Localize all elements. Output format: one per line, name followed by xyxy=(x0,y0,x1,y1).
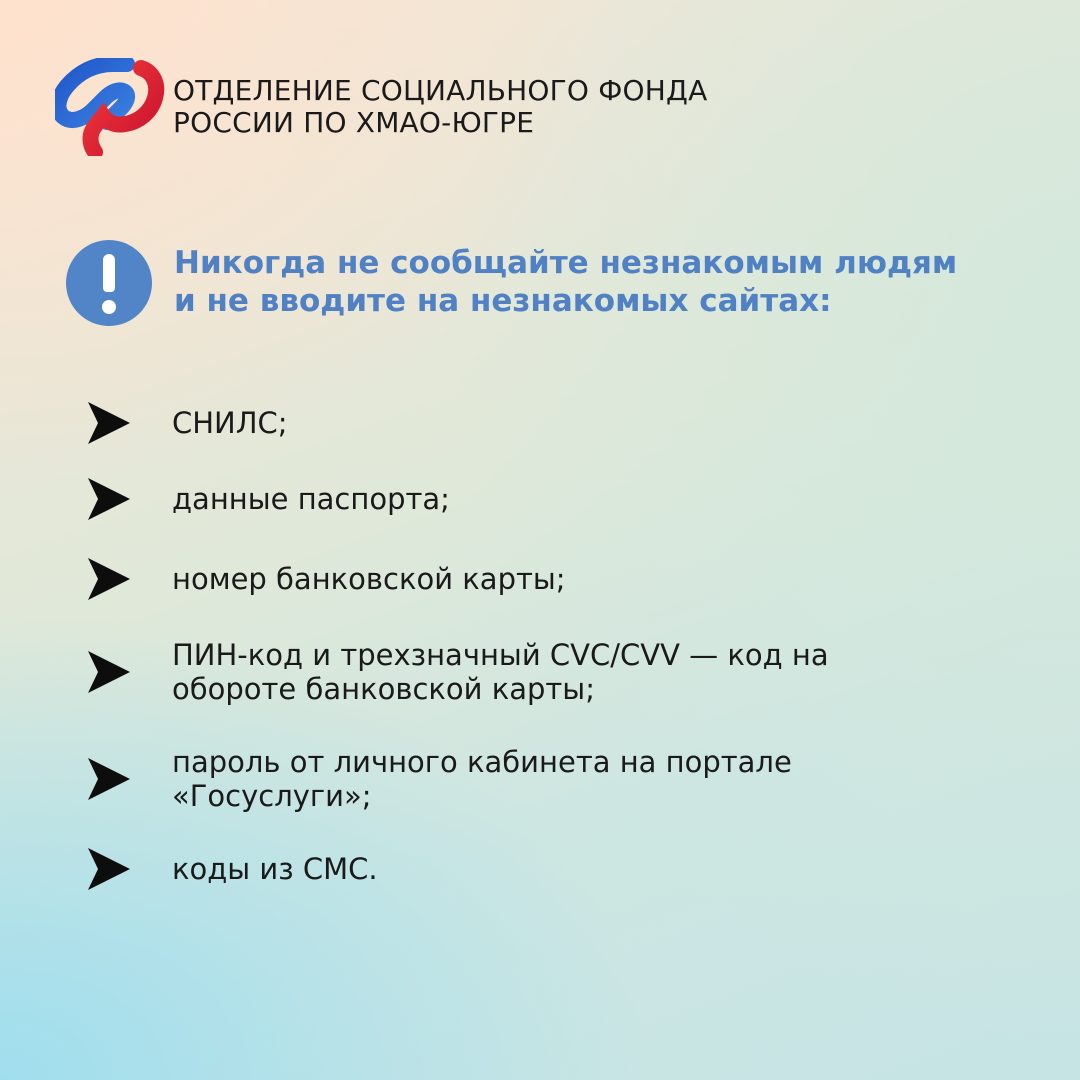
org-name-line1: ОТДЕЛЕНИЕ СОЦИАЛЬНОГО ФОНДА xyxy=(173,74,708,107)
warning-title-line2: и не вводите на незнакомых сайтах: xyxy=(174,283,832,319)
arrow-bullet-icon xyxy=(86,846,132,892)
list-item xyxy=(86,556,566,602)
arrow-bullet-icon xyxy=(86,649,132,695)
org-name-line2: РОССИИ ПО ХМАО-ЮГРЕ xyxy=(173,106,535,139)
arrow-bullet-icon xyxy=(86,756,132,802)
list-item-text xyxy=(172,482,450,516)
list-item-text xyxy=(172,562,566,596)
list-item-text xyxy=(172,852,378,886)
list-item-line1: СНИЛС; xyxy=(172,406,288,440)
list-item xyxy=(86,846,378,892)
warning-title-line1: Никогда не сообщайте незнакомым людям xyxy=(174,245,958,281)
list-item xyxy=(86,745,792,813)
list-item-line1: данные паспорта; xyxy=(172,482,450,516)
list-item-text xyxy=(172,406,288,440)
list-item-line1: ПИН-код и трехзначный CVC/CVV — код на xyxy=(172,638,829,672)
list-item-text xyxy=(172,745,792,813)
list-item-text xyxy=(172,638,829,706)
list-item xyxy=(86,476,450,522)
list-item-line1: пароль от личного кабинета на портале xyxy=(172,745,792,779)
list-item-line1: коды из СМС. xyxy=(172,852,378,886)
list-item-line2: обороте банковской карты; xyxy=(172,672,595,706)
arrow-bullet-icon xyxy=(86,476,132,522)
arrow-bullet-icon xyxy=(86,400,132,446)
arrow-bullet-icon xyxy=(86,556,132,602)
list-item-line1: номер банковской карты; xyxy=(172,562,566,596)
list-item xyxy=(86,400,288,446)
list-item-line2: «Госуслуги»; xyxy=(172,779,372,813)
list-item xyxy=(86,638,829,706)
